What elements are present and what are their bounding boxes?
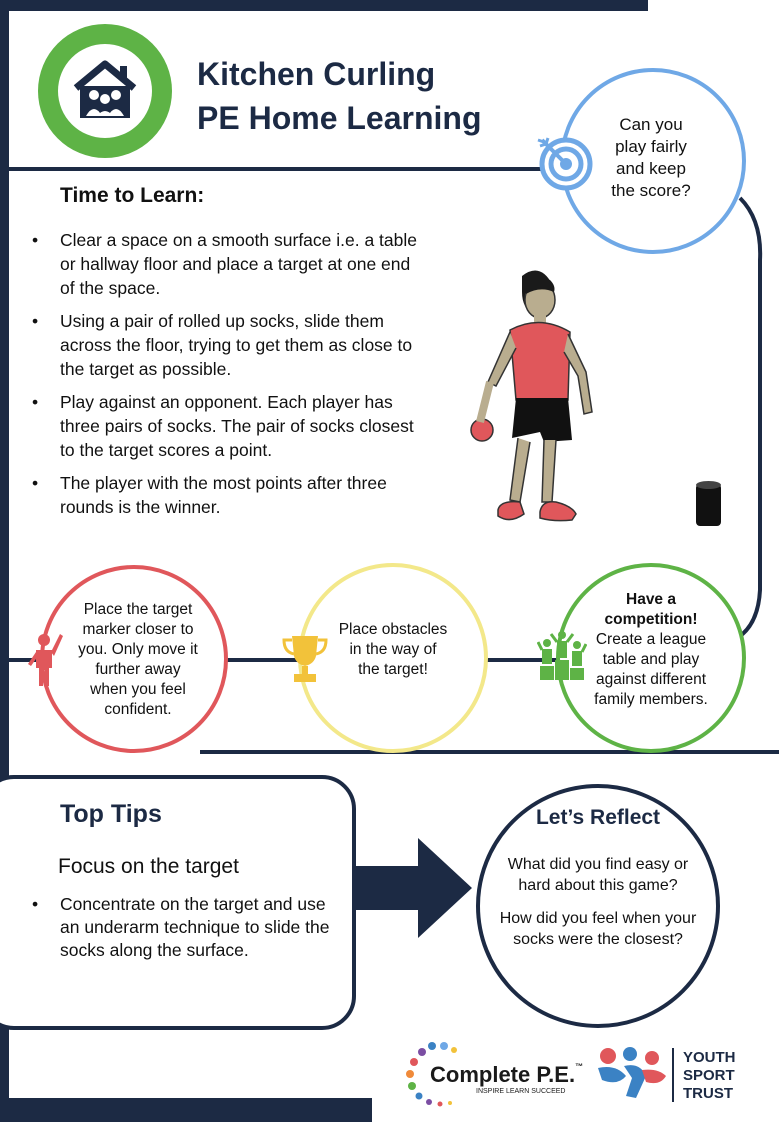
bottom-bar xyxy=(0,1098,372,1122)
podium-icon xyxy=(537,630,587,682)
page-title-line2: PE Home Learning xyxy=(197,100,482,136)
page-title-line1: Kitchen Curling xyxy=(197,56,436,92)
top-bar xyxy=(0,0,648,11)
tips-heading: Top Tips xyxy=(60,800,162,828)
brand-divider xyxy=(672,1048,674,1102)
brand-tagline: INSPIRE LEARN SUCCEED xyxy=(476,1088,566,1095)
target-icon xyxy=(536,134,594,192)
easier-text: Place the target marker closer to you. Only move it further away when you feel confident. xyxy=(78,601,198,718)
header-divider xyxy=(0,167,545,171)
competition-title: Have a competition! xyxy=(604,591,698,628)
competition-text: Create a league table and play against different family members. xyxy=(594,631,708,708)
brand-complete-pe: Complete P.E.™ xyxy=(430,1062,584,1087)
reflect-question-2: How did you feel when your socks were the closest? xyxy=(499,910,697,948)
person-arm-up-icon xyxy=(24,630,64,688)
reflect-question-1: What did you find easy or hard about this game? xyxy=(507,856,689,894)
list-item: • Play against an opponent. Each player has three pairs of socks. The pair of socks closest to the target scores a point. xyxy=(30,390,420,462)
list-item: • The player with the most points after three rounds is the winner. xyxy=(30,471,420,519)
middle-divider xyxy=(200,750,779,754)
learn-steps xyxy=(30,228,420,528)
tips-bullet: • Concentrate on the target and use an underarm technique to slide the socks along the surface. xyxy=(32,894,330,960)
arrow-right-icon xyxy=(356,838,486,938)
tips-subheading: Focus on the target xyxy=(58,855,239,878)
reflect-heading: Let’s Reflect xyxy=(535,806,661,829)
challenge-text: Can you play fairly and keep the score? xyxy=(611,115,691,200)
harder-text: Place obstacles in the way of the target! xyxy=(338,621,448,678)
home-family-icon xyxy=(58,44,152,138)
child-illustration xyxy=(460,262,610,532)
target-marker-icon xyxy=(694,480,724,528)
logo xyxy=(58,44,152,138)
list-item: • Clear a space on a smooth surface i.e. a table or hallway floor and place a target at one end of the space. xyxy=(30,228,420,300)
list-item: • Using a pair of rolled up socks, slide them across the floor, trying to get them as close to the target as possible. xyxy=(30,309,420,381)
brand-youth-sport-trust: YOUTH SPORT TRUST xyxy=(683,1049,736,1102)
trophy-icon xyxy=(282,634,328,684)
learn-heading: Time to Learn: xyxy=(60,184,205,207)
youth-sport-trust-logo-icon xyxy=(596,1046,668,1102)
